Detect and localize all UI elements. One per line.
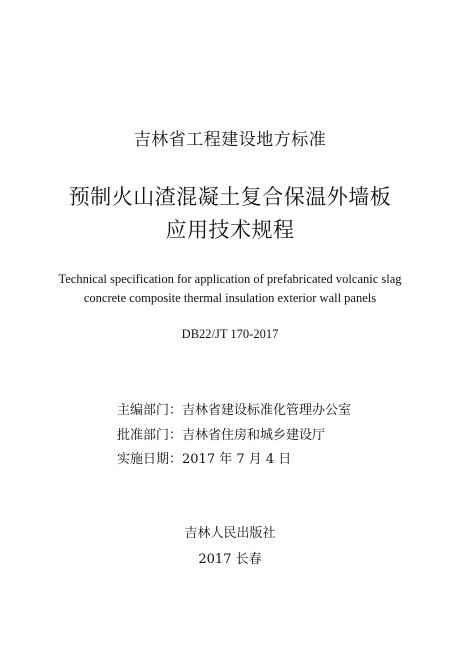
english-title-line-2: concrete composite thermal insulation exterior wall panels [83, 291, 377, 305]
effective-date-value: 2017 年 7 月 4 日 [182, 452, 292, 467]
effective-date-label: 实施日期： [117, 452, 183, 467]
main-title-line-1: 预制火山渣混凝土复合保温外墙板 [68, 185, 392, 209]
standard-category-title: 吉林省工程建设地方标准 [133, 130, 327, 150]
compiled-by-value: 吉林省建设标准化管理办公室 [182, 403, 352, 418]
approved-by-value: 吉林省住房和城乡建设厅 [182, 428, 326, 443]
approved-by-label: 批准部门： [117, 428, 183, 443]
main-title-line-2: 应用技术规程 [165, 218, 295, 242]
publisher-name: 吉林人民出版社 [184, 526, 276, 541]
standard-code: DB22/JT 170-2017 [181, 327, 279, 341]
english-title-line-1: Technical specification for application of prefabricated volcanic slag [58, 272, 402, 286]
publish-year-place: 2017 长春 [198, 552, 262, 567]
compiled-by-row [117, 402, 351, 420]
approved-by-row [117, 427, 325, 445]
effective-date-row [117, 451, 291, 469]
compiled-by-label: 主编部门： [117, 403, 183, 418]
